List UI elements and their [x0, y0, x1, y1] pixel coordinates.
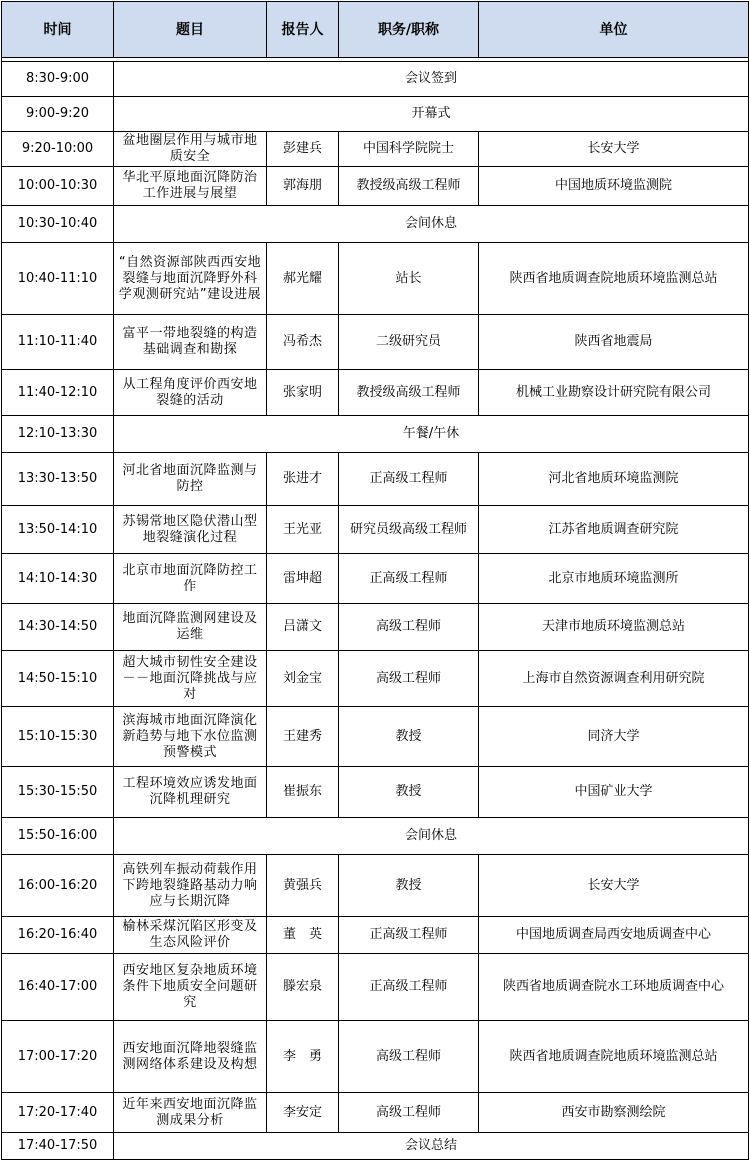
talk-row: [2, 707, 749, 767]
time-cell: 8:30-9:00: [2, 62, 114, 97]
title-cell: 教授级高级工程师: [339, 167, 479, 206]
speaker-cell: 冯希杰: [267, 315, 339, 370]
session-label: 会间休息: [114, 818, 749, 855]
title-cell: 教授: [339, 707, 479, 767]
session-row: [2, 416, 749, 453]
org-cell: 长安大学: [479, 855, 749, 917]
org-cell: 长安大学: [479, 132, 749, 167]
talk-row: [2, 1021, 749, 1093]
talk-row: [2, 554, 749, 604]
time-cell: 17:40-17:50: [2, 1133, 114, 1160]
title-cell: 研究员级高级工程师: [339, 506, 479, 554]
title-cell: 正高级工程师: [339, 554, 479, 604]
header-title: 职务/职称: [339, 2, 479, 58]
time-cell: 14:50-15:10: [2, 651, 114, 707]
title-cell: 高级工程师: [339, 604, 479, 651]
time-cell: 15:50-16:00: [2, 818, 114, 855]
time-cell: 10:30-10:40: [2, 206, 114, 243]
time-cell: 9:00-9:20: [2, 97, 114, 132]
time-cell: 17:20-17:40: [2, 1093, 114, 1133]
time-cell: 10:40-11:10: [2, 243, 114, 315]
org-cell: 上海市自然资源调查利用研究院: [479, 651, 749, 707]
title-cell: 高级工程师: [339, 651, 479, 707]
topic-cell: 从工程角度评价西安地裂缝的活动: [114, 370, 267, 416]
talk-row: [2, 651, 749, 707]
session-row: [2, 97, 749, 132]
speaker-cell: 崔振东: [267, 767, 339, 818]
talk-row: [2, 604, 749, 651]
org-cell: 同济大学: [479, 707, 749, 767]
header-speaker: 报告人: [267, 2, 339, 58]
org-cell: 机械工业勘察设计研究院有限公司: [479, 370, 749, 416]
title-cell: 中国科学院院士: [339, 132, 479, 167]
talk-row: [2, 506, 749, 554]
talk-row: [2, 243, 749, 315]
header-topic: 题目: [114, 2, 267, 58]
title-cell: 高级工程师: [339, 1093, 479, 1133]
topic-cell: 盆地圈层作用与城市地质安全: [114, 132, 267, 167]
time-cell: 17:00-17:20: [2, 1021, 114, 1093]
topic-cell: 华北平原地面沉降防治工作进展与展望: [114, 167, 267, 206]
title-cell: 站长: [339, 243, 479, 315]
speaker-cell: 吕潇文: [267, 604, 339, 651]
session-label: 午餐/午休: [114, 416, 749, 453]
schedule-table: [1, 1, 749, 1160]
talk-row: [2, 855, 749, 917]
schedule-body: [2, 62, 749, 1160]
time-cell: 12:10-13:30: [2, 416, 114, 453]
org-cell: 北京市地质环境监测所: [479, 554, 749, 604]
time-cell: 13:50-14:10: [2, 506, 114, 554]
header-time: 时间: [2, 2, 114, 58]
speaker-cell: 郭海朋: [267, 167, 339, 206]
talk-row: [2, 132, 749, 167]
talk-row: [2, 167, 749, 206]
org-cell: 陕西省地震局: [479, 315, 749, 370]
org-cell: 河北省地质环境监测院: [479, 453, 749, 506]
title-cell: 教授: [339, 855, 479, 917]
title-cell: 正高级工程师: [339, 453, 479, 506]
header-org: 单位: [479, 2, 749, 58]
topic-cell: 榆林采煤沉陷区形变及生态风险评价: [114, 917, 267, 954]
title-cell: 教授: [339, 767, 479, 818]
time-cell: 14:10-14:30: [2, 554, 114, 604]
topic-cell: 苏锡常地区隐伏潜山型地裂缝演化过程: [114, 506, 267, 554]
topic-cell: 超大城市韧性安全建设－－地面沉降挑战与应对: [114, 651, 267, 707]
speaker-cell: 郝光耀: [267, 243, 339, 315]
topic-cell: 近年来西安地面沉降监测成果分析: [114, 1093, 267, 1133]
time-cell: 15:30-15:50: [2, 767, 114, 818]
session-row: [2, 818, 749, 855]
title-cell: 二级研究员: [339, 315, 479, 370]
session-label: 会间休息: [114, 206, 749, 243]
time-cell: 16:40-17:00: [2, 954, 114, 1021]
org-cell: 中国地质调查局西安地质调查中心: [479, 917, 749, 954]
session-row: [2, 62, 749, 97]
session-label: 会议签到: [114, 62, 749, 97]
talk-row: [2, 370, 749, 416]
speaker-cell: 王建秀: [267, 707, 339, 767]
speaker-cell: 李 勇: [267, 1021, 339, 1093]
speaker-cell: 刘金宝: [267, 651, 339, 707]
topic-cell: 工程环境效应诱发地面沉降机理研究: [114, 767, 267, 818]
topic-cell: 西安地区复杂地质环境条件下地质安全问题研究: [114, 954, 267, 1021]
session-row: [2, 1133, 749, 1160]
speaker-cell: 李安定: [267, 1093, 339, 1133]
speaker-cell: 王光亚: [267, 506, 339, 554]
topic-cell: “自然资源部陕西西安地裂缝与地面沉降野外科学观测研究站”建设进展: [114, 243, 267, 315]
speaker-cell: 雷坤超: [267, 554, 339, 604]
time-cell: 16:00-16:20: [2, 855, 114, 917]
topic-cell: 河北省地面沉降监测与防控: [114, 453, 267, 506]
speaker-cell: 张进才: [267, 453, 339, 506]
session-row: [2, 206, 749, 243]
title-cell: 教授级高级工程师: [339, 370, 479, 416]
talk-row: [2, 453, 749, 506]
org-cell: 中国地质环境监测院: [479, 167, 749, 206]
time-cell: 9:20-10:00: [2, 132, 114, 167]
topic-cell: 高铁列车振动荷载作用下跨地裂缝路基动力响应与长期沉降: [114, 855, 267, 917]
speaker-cell: 滕宏泉: [267, 954, 339, 1021]
talk-row: [2, 1093, 749, 1133]
topic-cell: 滨海城市地面沉降演化新趋势与地下水位监测预警模式: [114, 707, 267, 767]
talk-row: [2, 315, 749, 370]
speaker-cell: 张家明: [267, 370, 339, 416]
speaker-cell: 彭建兵: [267, 132, 339, 167]
org-cell: 陕西省地质调查院地质环境监测总站: [479, 1021, 749, 1093]
talk-row: [2, 917, 749, 954]
topic-cell: 西安地面沉降地裂缝监测网络体系建设及构想: [114, 1021, 267, 1093]
org-cell: 西安市勘察测绘院: [479, 1093, 749, 1133]
header-row: [2, 2, 749, 58]
speaker-cell: 黄强兵: [267, 855, 339, 917]
org-cell: 天津市地质环境监测总站: [479, 604, 749, 651]
time-cell: 10:00-10:30: [2, 167, 114, 206]
speaker-cell: 董 英: [267, 917, 339, 954]
time-cell: 16:20-16:40: [2, 917, 114, 954]
org-cell: 江苏省地质调查研究院: [479, 506, 749, 554]
talk-row: [2, 954, 749, 1021]
topic-cell: 富平一带地裂缝的构造基础调查和勘探: [114, 315, 267, 370]
title-cell: 正高级工程师: [339, 917, 479, 954]
time-cell: 15:10-15:30: [2, 707, 114, 767]
title-cell: 高级工程师: [339, 1021, 479, 1093]
title-cell: 正高级工程师: [339, 954, 479, 1021]
time-cell: 13:30-13:50: [2, 453, 114, 506]
session-label: 会议总结: [114, 1133, 749, 1160]
time-cell: 11:10-11:40: [2, 315, 114, 370]
session-label: 开幕式: [114, 97, 749, 132]
talk-row: [2, 767, 749, 818]
org-cell: 陕西省地质调查院地质环境监测总站: [479, 243, 749, 315]
time-cell: 11:40-12:10: [2, 370, 114, 416]
time-cell: 14:30-14:50: [2, 604, 114, 651]
org-cell: 中国矿业大学: [479, 767, 749, 818]
topic-cell: 地面沉降监测网建设及运维: [114, 604, 267, 651]
org-cell: 陕西省地质调查院水工环地质调查中心: [479, 954, 749, 1021]
topic-cell: 北京市地面沉降防控工作: [114, 554, 267, 604]
